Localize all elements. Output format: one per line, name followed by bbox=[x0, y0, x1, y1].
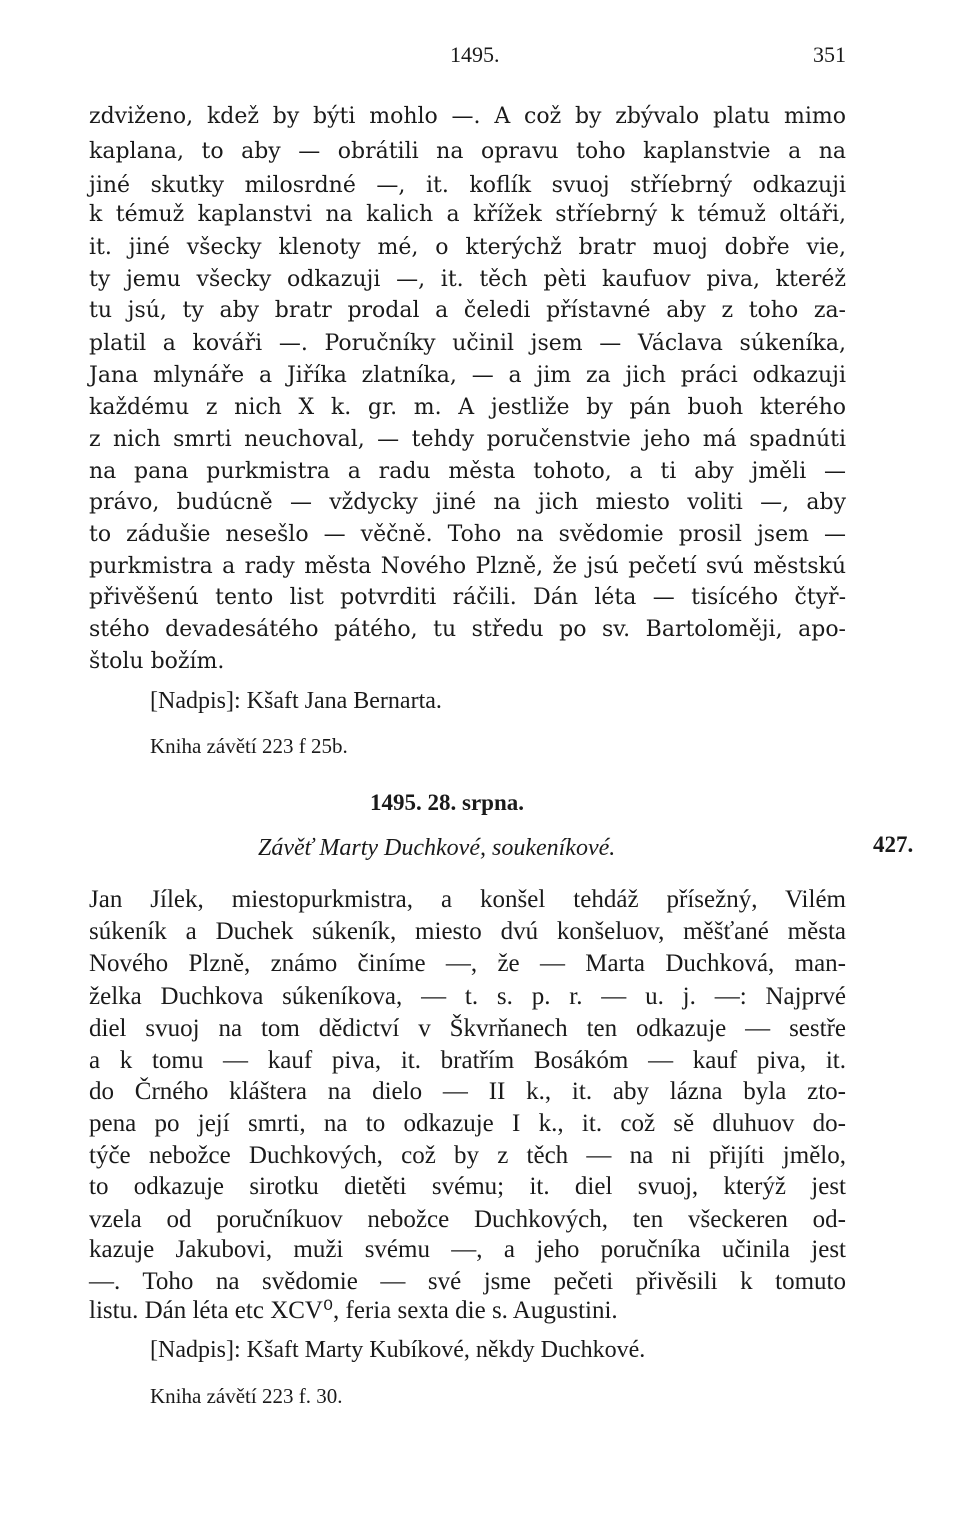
text-line: stého devadesátého pátého, tu středu po sv. Bartoloměji, apo- bbox=[89, 617, 846, 642]
entry-number: 427. bbox=[873, 832, 914, 857]
entry-title: Závěť Marty Duchkové, soukeníkové. bbox=[258, 835, 616, 861]
text-line: do Črného kláštera na dielo — II k., it. aby lázna byla zto- bbox=[89, 1078, 846, 1105]
text-line: tu jsú, ty aby bratr prodal a čeledi přístavné aby z toho za- bbox=[89, 298, 846, 323]
text-line: Jana mlynáře a Jiříka zlatníka, — a jim za jich práci odkazuji bbox=[89, 363, 846, 388]
text-line: jiné skutky milosrdné —, it. koflík svuoj stříebrný odkazuji bbox=[89, 173, 846, 198]
text-line: —. Toho na svědomie — své jsme pečeti přivěsili k tomuto bbox=[89, 1268, 846, 1295]
text-line: štolu božím. bbox=[89, 649, 225, 674]
text-line: právo, budúcně — vždycky jiné na jich miesto voliti —, aby bbox=[89, 490, 846, 515]
text-line: Nového Plzně, známo činíme —, že — Marta Duchková, man- bbox=[89, 950, 846, 977]
text-line: platil a kováři —. Poručníky učinil jsem — Václava súkeníka, bbox=[89, 331, 846, 356]
text-line: a k tomu — kauf piva, it. bratřím Bosákóm — kauf piva, it. bbox=[89, 1047, 846, 1074]
text-line: želka Duchkova súkeníkova, — t. s. p. r. — u. j. —: Najprvé bbox=[89, 983, 846, 1010]
source-reference-2: Kniha závětí 223 f. 30. bbox=[150, 1384, 343, 1408]
text-line: přivěšenú tento list potvrditi ráčili. Dán léta — tisícého čtyř- bbox=[89, 585, 846, 610]
text-line: týče nebožce Duchkových, což by z těch — na ni přijíti jmělo, bbox=[89, 1142, 846, 1169]
source-reference-1: Kniha závětí 223 f 25b. bbox=[150, 734, 348, 758]
text-line: Jan Jílek, miestopurkmistra, a konšel tehdáž přísežný, Vilém bbox=[89, 886, 846, 913]
text-line: pena po její smrti, na to odkazuje I k., it. což sě dluhuov do- bbox=[89, 1110, 846, 1137]
text-line: vzela od poručníkuov nebožce Duchkových, ten všeckeren od- bbox=[89, 1206, 846, 1233]
header-year: 1495. bbox=[450, 42, 500, 67]
text-line: it. jiné všecky klenoty mé, o kterýchž bratr muoj dobře vie, bbox=[89, 235, 846, 260]
text-line: z nich smrti neuchoval, — tehdy poručenstvie jeho má spadnúti bbox=[89, 427, 846, 452]
page-header bbox=[0, 42, 960, 76]
text-line: to odkazuje sirotku dietěti svému; it. diel svuoj, kterýž jest bbox=[89, 1173, 846, 1200]
text-line: listu. Dán léta etc XCV⁰, feria sexta die s. Augustini. bbox=[89, 1297, 618, 1324]
text-line: každému z nich X k. gr. m. A jestliže by pán buoh kterého bbox=[89, 395, 846, 420]
heading-note-1: [Nadpis]: Kšaft Jana Bernarta. bbox=[150, 688, 442, 714]
text-line: k témuž kaplanstvi na kalich a křížek stříebrný k témuž oltáři, bbox=[89, 202, 846, 227]
text-line: diel svuoj na tom dědictví v Škvrňanech ten odkazuje — sestře bbox=[89, 1015, 846, 1042]
text-line: kazuje Jakubovi, muži svému —, a jeho poručníka učinila jest bbox=[89, 1236, 846, 1263]
page-number: 351 bbox=[813, 42, 846, 67]
text-line: to zádušie nesešlo — věčně. Toho na svědomie prosil jsem — bbox=[89, 522, 846, 547]
text-line: kaplana, to aby — obrátili na opravu toho kaplanstvie a na bbox=[89, 139, 846, 164]
text-line: na pana purkmistra a radu města tohoto, a ti aby jměli — bbox=[89, 459, 846, 484]
text-line: purkmistra a rady města Nového Plzně, že jsú pečetí svú městskú bbox=[89, 554, 846, 579]
text-line: zdviženo, kdež by býti mohlo —. A což by zbývalo platu mimo bbox=[89, 104, 846, 129]
text-line: ty jemu všecky odkazuji —, it. těch pèti kaufuov piva, kteréž bbox=[89, 267, 846, 292]
text-line: súkeník a Duchek súkeník, miesto dvú konšeluov, měšťané města bbox=[89, 918, 846, 945]
heading-note-2: [Nadpis]: Kšaft Marty Kubíkové, někdy Duchkové. bbox=[150, 1337, 646, 1363]
entry-date-text: 1495. 28. srpna. bbox=[370, 790, 524, 815]
